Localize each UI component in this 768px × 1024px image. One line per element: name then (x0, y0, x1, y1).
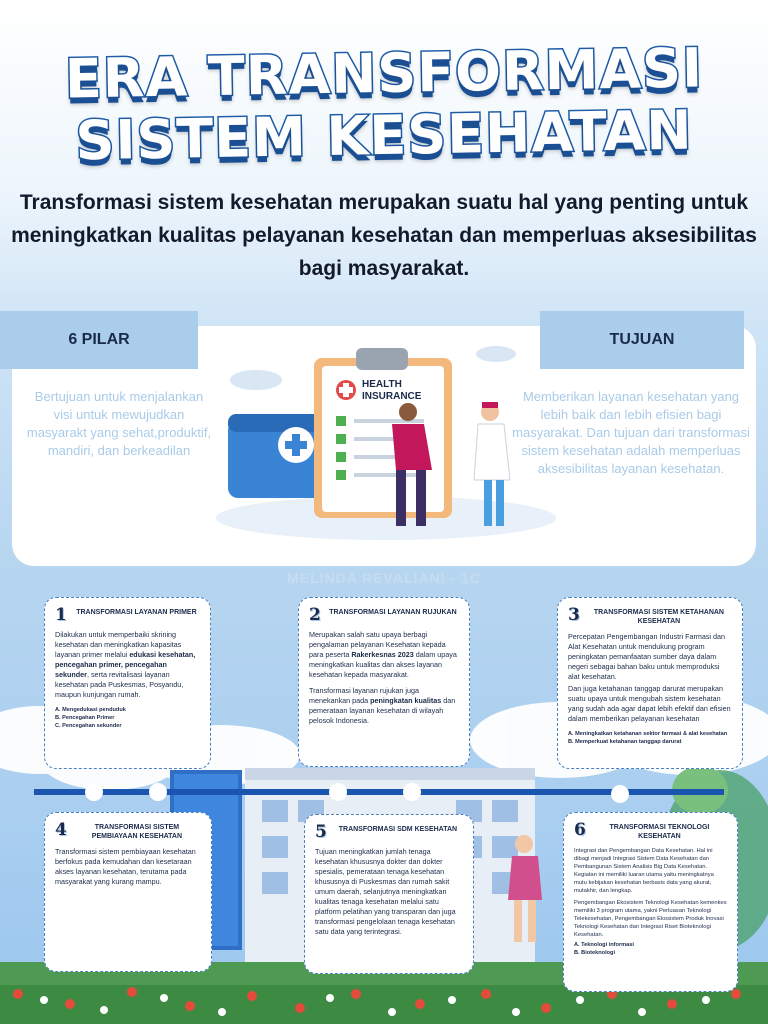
card-title: TRANSFORMASI TEKNOLOGI KESEHATAN (609, 824, 710, 840)
list-item: A. Mengedukasi penduduk (55, 707, 126, 713)
card-text: dan pemerataan layanan kesehatan di wilayah pelosok Indonesia. (309, 696, 456, 725)
card-body (315, 847, 463, 937)
card-text: Dan juga ketahanan tanggap darurat merupakan suatu upaya untuk mengubah sistem kesehatan yang sudah ada agar dapat lebih efektif dan efisien dalam memberikan pelayanan kesehatan (568, 684, 731, 723)
card-text-bold: edukasi kesehatan, pencegahan primer, pencegahan sekunder (55, 650, 196, 679)
tab-tujuan: TUJUAN (540, 311, 744, 369)
page-title-line-2: SISTEM KESEHATAN (74, 98, 694, 173)
card-text: Merupakan salah satu upaya berbagi pengalaman pelayanan Kesehatan kepada para peserta (309, 630, 446, 659)
list-item: C. Pencegahan sekunder (55, 723, 122, 729)
card-sdm-kesehatan (304, 814, 474, 974)
card-number: 4 (55, 820, 67, 840)
illustration-label-insurance: INSURANCE (362, 391, 422, 402)
list-item: B. Bioteknologi (574, 950, 616, 956)
card-title: TRANSFORMASI SDM KESEHATAN (338, 826, 458, 833)
card-pembiayaan-kesehatan (44, 812, 212, 972)
card-title: TRANSFORMASI SISTEM PEMBIAYAAN KESEHATAN (91, 824, 183, 840)
card-teknologi-kesehatan (563, 812, 738, 992)
card-text: , serta revitalisasi layanan kesehatan pada Puskesmas, Posyandu, maupun kunjungan rumah. (55, 670, 184, 699)
card-text-bold: Rakerkesnas 2023 (351, 650, 414, 659)
card-text: dalam upaya meningkatkan kualitas dan akses layanan kesehatan kepada masyarakat. (309, 650, 457, 679)
card-body (55, 630, 200, 700)
card-title: TRANSFORMASI SISTEM KETAHANAN KESEHATAN (593, 609, 724, 625)
card-ketahanan-kesehatan (557, 597, 743, 769)
card-list (55, 706, 200, 730)
pilar-description: Bertujuan untuk menjalankan visi untuk mewujudkan masyarakt yang sehat,produktif, mandiri, dan berkeadilan (26, 389, 212, 458)
card-text: Transformasi layanan rujukan juga menekankan pada (309, 686, 419, 705)
card-body (309, 630, 459, 726)
illustration-label-health: HEALTH (362, 379, 402, 390)
list-item: B. Pencegahan Primer (55, 715, 115, 721)
intro-text: Transformasi sistem kesehatan merupakan suatu hal yang penting untuk meningkatkan kualitas pelayanan kesehatan dan memperluas aksesibilitas bagi masyarakat. (11, 191, 757, 280)
card-number: 2 (309, 605, 321, 625)
card-number: 6 (574, 820, 586, 840)
card-body (574, 847, 727, 939)
card-text-bold: peningkatan kualitas (370, 696, 442, 705)
card-layanan-rujukan (298, 597, 470, 767)
card-number: 1 (55, 605, 67, 625)
card-body (568, 632, 732, 724)
list-item: B. Memperkuat ketahanan tanggap darurat (568, 739, 682, 745)
card-text: Dilakukan untuk memperbaiki skrining kesehatan dan meningkatkan kapasitas layanan primer melalui (55, 630, 182, 659)
health-insurance-illustration (196, 330, 566, 550)
card-text: Pengembangan Ekosistem Teknologi Kesehatan kemenkes memiliki 3 program utama, yakni Perluasan Teknologi Telekesehatan, Pengembangan Ekosistem Produk Inovasi Teknologi Kesehatan dan Integrasi Riset Bioteknologi Kesehatan. (574, 900, 727, 938)
author-credit: MELINDA REVALIANI - 1C (287, 570, 481, 586)
card-number: 3 (568, 605, 580, 625)
card-text: Tujuan meningkatkan jumlah tenaga kesehatan khususnya dokter dan dokter spesialis, pemerataan tenaga kesehatan khususnya di Puskesmas dan rumah sakit umum daerah, selanjutnya meningkatkan kualitas tenaga kesehatan melalui satu platform pelatihan yang transparan dan juga transformasi pengelolaan tenaga kesehatan satu data yang terintegrasi. (315, 847, 456, 936)
list-item: A. Meningkatkan ketahanan sektor farmasi & alat kesehatan (568, 731, 728, 737)
card-layanan-primer (44, 597, 211, 769)
card-text: Percepatan Pengembangan Industri Farmasi dan Alat Kesehatan untuk mendukung program peningkatan pemanfaatan sumber daya dalam negeri sebagai bahan baku untuk memproduksi alat kesehatan. (568, 632, 726, 681)
card-text: Transformasi sistem pembiayaan kesehatan berfokus pada kemudahan dan kesetaraan akses layanan kesehatan, terutama pada masyarakat yang kurang mampu. (55, 847, 196, 886)
card-title: TRANSFORMASI LAYANAN PRIMER (76, 609, 197, 616)
page-title-line-1: ERA TRANSFORMASI (64, 36, 704, 111)
card-title: TRANSFORMASI LAYANAN RUJUKAN (329, 609, 457, 616)
card-body (55, 847, 201, 887)
card-list (568, 730, 732, 746)
tab-6-pilar: 6 PILAR (0, 311, 198, 369)
tujuan-description: Memberikan layanan kesehatan yang lebih baik dan lebih efisien bagi masyarakat. Dan tujuan dari transformasi sistem kesehatan adalah memperluas aksesibilitas layanan kesehatan. (512, 389, 750, 476)
card-text: Integrasi dan Pengembangan Data Kesehatan. Hal ini dibagi menjadi Integrasi Sistem Data Kesehatan dan Pembangunan Sistem Analisis Big Data Kesehatan. Kegiatan ini memiliki luaran utama yaitu meningkatnya mutu kebijakan kesehatan berbasis data yang akurat, mutakhir, dan lengkap. (574, 848, 714, 894)
list-item: A. Teknologi informasi (574, 942, 634, 948)
card-list (574, 941, 727, 957)
card-number: 5 (315, 822, 327, 842)
